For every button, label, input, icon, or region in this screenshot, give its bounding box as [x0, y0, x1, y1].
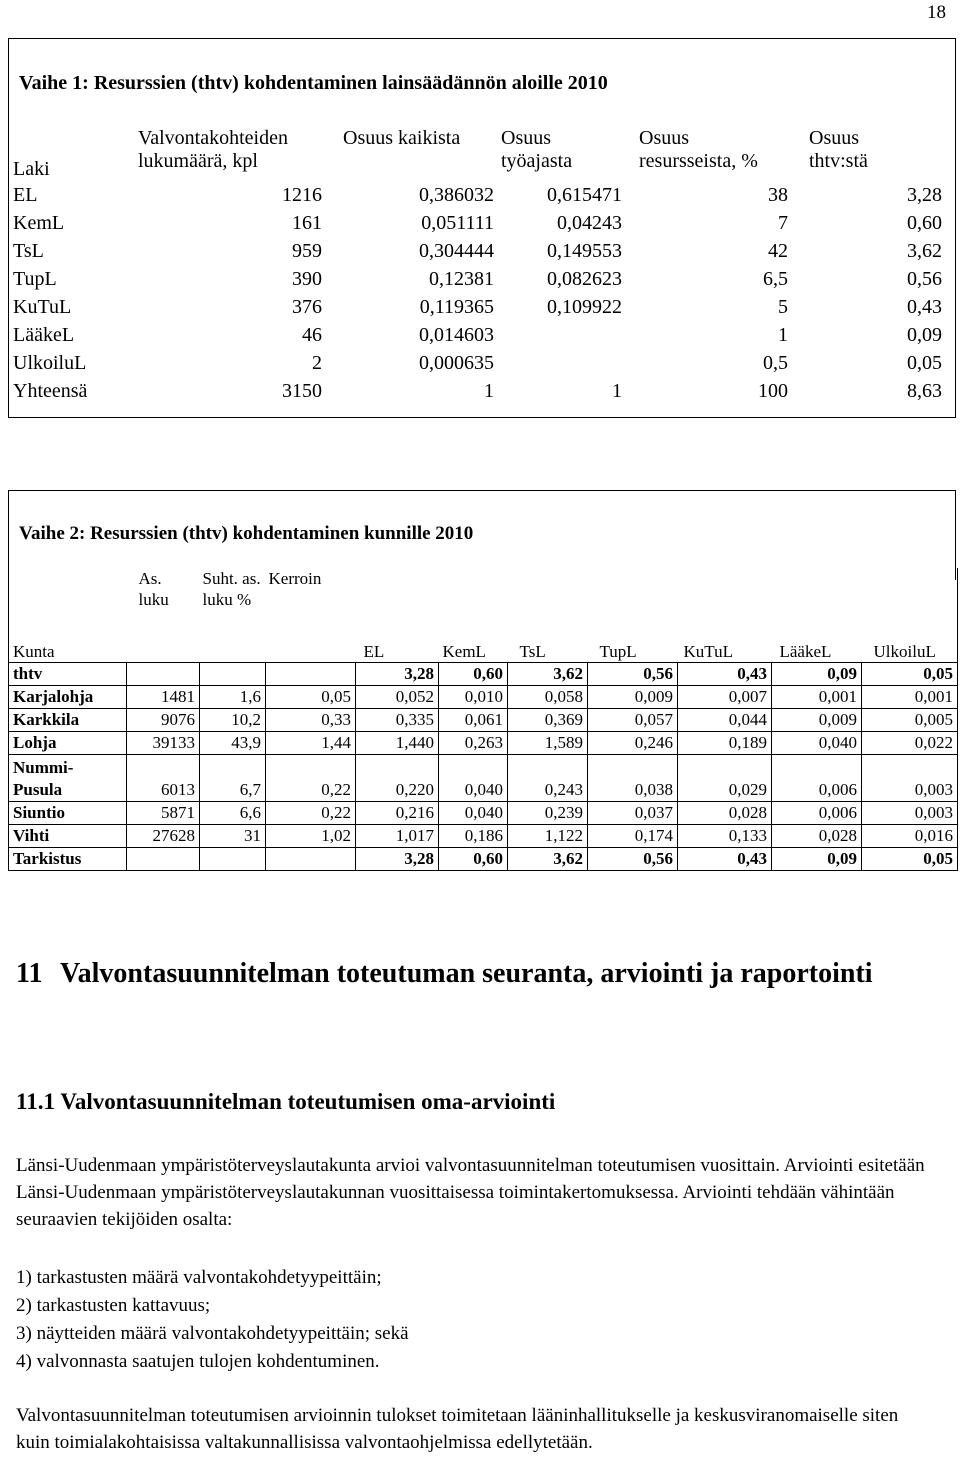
table-cell: 0,216 [356, 802, 439, 825]
table-cell: 0,007 [678, 686, 772, 709]
table-cell: 42 [768, 239, 788, 262]
table-row [10, 321, 945, 349]
table2-header-kunta: Kunta [9, 568, 127, 663]
table-cell: 0,016 [862, 825, 958, 848]
table-cell: 1,440 [356, 732, 439, 755]
table-cell: 0,186 [439, 825, 508, 848]
table-cell: 0,037 [588, 802, 678, 825]
table-cell: 0,119365 [419, 295, 494, 318]
table-cell: 31 [200, 825, 266, 848]
table2-header-kutul: KuTuL [683, 642, 733, 661]
table-cell: 0,009 [588, 686, 678, 709]
table-cell: 8,63 [907, 379, 942, 402]
table-row [9, 802, 958, 825]
table-cell: 27628 [127, 825, 200, 848]
table2-tarkistus-row [9, 848, 958, 871]
table-cell: 1481 [127, 686, 200, 709]
table-cell: 6,6 [200, 802, 266, 825]
table2-header-as-luku: As. luku [138, 569, 169, 609]
table-cell: 0,56 [588, 663, 678, 686]
table-cell: 0,304444 [419, 239, 494, 262]
paragraph-2: Valvontasuunnitelman toteutumisen arvioinnin tulokset toimitetaan lääninhallitukselle ja keskusviranomaiselle siten kuin toimialakohtaisissa valtakunnallisissa valvontaohjelmissa edellytetään. [16, 1405, 899, 1453]
table-cell: 0,040 [439, 755, 508, 802]
table-cell: 0,149553 [547, 239, 622, 262]
table-cell: 0,04243 [557, 211, 622, 234]
table-cell: 0,386032 [419, 183, 494, 206]
table-cell: 0,05 [266, 686, 356, 709]
table1-header-count-line1: Valvontakohteiden [138, 127, 288, 149]
table-cell: 0,189 [678, 732, 772, 755]
table-cell: 0,09 [907, 323, 942, 346]
table-cell: 3,28 [907, 183, 942, 206]
table-cell: 0,43 [678, 848, 772, 871]
table1-header-work-line2: työajasta [501, 150, 573, 172]
table-cell [127, 848, 200, 871]
table-cell: 1,02 [266, 825, 356, 848]
table-cell: TupL [13, 267, 57, 290]
table-row [9, 686, 958, 709]
table-cell: 0,43 [678, 663, 772, 686]
table-cell: 0,038 [588, 755, 678, 802]
table-cell [200, 663, 266, 686]
table1-header-res-line1: Osuus [639, 127, 690, 149]
table-cell: 390 [292, 267, 322, 290]
table1-header-share-thtv [791, 125, 945, 181]
table-cell: 3,28 [356, 663, 439, 686]
table-cell: 0,09 [772, 663, 862, 686]
table2 [8, 568, 958, 871]
table-cell: 38 [768, 183, 788, 206]
table-cell: 6013 [127, 755, 200, 802]
table-cell: 376 [292, 295, 322, 318]
table-cell: 0,05 [862, 848, 958, 871]
table1-header-row [10, 125, 945, 181]
table-cell: 10,2 [200, 709, 266, 732]
table-cell: 6,5 [763, 267, 788, 290]
table-cell: 1216 [282, 183, 322, 206]
table-cell: 0,040 [439, 802, 508, 825]
table1-header-share-resources [625, 125, 791, 181]
table2-header-el: EL [363, 642, 385, 661]
section-title: Valvontasuunnitelman toteutuman seuranta, arviointi ja raportointi [60, 958, 873, 989]
table-cell: 43,9 [200, 732, 266, 755]
table-cell: 39133 [127, 732, 200, 755]
table-cell: 2 [312, 351, 322, 374]
table-cell: 1,017 [356, 825, 439, 848]
table-cell: 0,09 [772, 848, 862, 871]
table-cell: 0,044 [678, 709, 772, 732]
table-cell: 0,005 [862, 709, 958, 732]
table1-header-count-line2: lukumäärä, kpl [138, 150, 258, 172]
table-cell: 3,62 [508, 663, 588, 686]
table1-header-work-line1: Osuus [501, 127, 552, 149]
table1-header-res-line2: resursseista, % [639, 150, 758, 172]
table-cell: 1,589 [508, 732, 588, 755]
table2-header-keml: KemL [442, 642, 486, 661]
table2-title: Vaihe 2: Resurssien (thtv) kohdentaminen kunnille 2010 [19, 523, 474, 544]
table-cell: 0,43 [907, 295, 942, 318]
table-cell: 0,615471 [547, 183, 622, 206]
list-item: 2) tarkastusten kattavuus; [16, 1295, 211, 1316]
table-cell: Lohja [9, 732, 127, 755]
table1-header-share-work [497, 125, 625, 181]
table-cell [497, 321, 625, 349]
table-cell: 1,6 [200, 686, 266, 709]
table-cell: Yhteensä [13, 379, 88, 402]
table-row [10, 293, 945, 321]
table1-header-share-all: Osuus kaikista [343, 127, 461, 149]
table2-header-suht-as-luku: Suht. as. luku % [202, 569, 261, 609]
table-cell: Karkkila [9, 709, 127, 732]
list-item: 4) valvonnasta saatujen tulojen kohdentuminen. [16, 1351, 380, 1372]
table-cell: KemL [13, 211, 65, 234]
table1-header-thtv-line2: thtv:stä [809, 150, 868, 172]
table-row [9, 825, 958, 848]
table-cell: 0,263 [439, 732, 508, 755]
table2-thtv-row [9, 663, 958, 686]
table-cell: 3,62 [907, 239, 942, 262]
table-cell: 0,061 [439, 709, 508, 732]
table-cell: 100 [758, 379, 788, 402]
table-cell [497, 349, 625, 377]
table-cell: 0,003 [862, 755, 958, 802]
table-cell: 959 [292, 239, 322, 262]
table-cell: 0,246 [588, 732, 678, 755]
table2-header-row [9, 568, 958, 663]
table-row [10, 181, 945, 209]
table-cell: 0,33 [266, 709, 356, 732]
table-cell: 0,133 [678, 825, 772, 848]
table-cell: 1,122 [508, 825, 588, 848]
table-row [10, 349, 945, 377]
table-cell: 0,05 [862, 663, 958, 686]
table2-header-tsl: TsL [519, 642, 546, 661]
table-cell: 0,60 [907, 211, 942, 234]
table-cell: 5871 [127, 802, 200, 825]
table-cell: 7 [778, 211, 788, 234]
table-row [10, 237, 945, 265]
table-row [10, 265, 945, 293]
table-cell: 6,7 [200, 755, 266, 802]
table-cell: Tarkistus [9, 848, 127, 871]
table-cell: 5 [778, 295, 788, 318]
table-cell [266, 663, 356, 686]
paragraph-1: Länsi-Uudenmaan ympäristöterveyslautakunta arvioi valvontasuunnitelman toteutumisen vuosittain. Arviointi esitetään Länsi-Uudenmaan ympäristöterveyslautakunnan vuosittaisessa toimintakertomuksessa. Arviointi tehdään vähintään seuraavien tekijöiden osalta: [16, 1155, 925, 1230]
table-cell: 0,006 [772, 802, 862, 825]
section-number: 11 [16, 958, 43, 989]
table2-frame [8, 490, 956, 580]
table-row [9, 755, 958, 802]
table-cell: 0,006 [772, 755, 862, 802]
table-cell: 0,109922 [547, 295, 622, 318]
table-cell: thtv [9, 663, 127, 686]
table-row [9, 709, 958, 732]
table-cell [200, 848, 266, 871]
table-cell: UlkoiluL [13, 351, 87, 374]
table-cell: 0,369 [508, 709, 588, 732]
table-cell: 0,22 [266, 802, 356, 825]
table-cell: KuTuL [13, 295, 72, 318]
table-cell: 0,56 [588, 848, 678, 871]
table-cell: LääkeL [13, 323, 75, 346]
table-cell: 3,62 [508, 848, 588, 871]
table-cell: 3,28 [356, 848, 439, 871]
table-cell: 0,243 [508, 755, 588, 802]
page-number: 18 [927, 2, 946, 23]
table-cell: 161 [292, 211, 322, 234]
table1-title: Vaihe 1: Resurssien (thtv) kohdentaminen lainsäädännön aloille 2010 [19, 72, 608, 94]
table-cell: 0,082623 [547, 267, 622, 290]
criteria-list [16, 1264, 409, 1376]
table-row [9, 732, 958, 755]
table-cell: 46 [302, 323, 322, 346]
table1-header-count [125, 125, 325, 181]
table2-header-tupl: TupL [599, 642, 637, 661]
table-cell: 0,335 [356, 709, 439, 732]
list-item: 3) näytteiden määrä valvontakohdetyypeittäin; sekä [16, 1323, 409, 1344]
list-item: 1) tarkastusten määrä valvontakohdetyypeittäin; [16, 1267, 382, 1288]
table-cell: 1 [612, 379, 622, 402]
table-cell: 1 [484, 379, 494, 402]
table-cell: 0,010 [439, 686, 508, 709]
table-cell: 0,000635 [419, 351, 494, 374]
table-cell: Nummi-Pusula [9, 755, 127, 802]
table-cell: 0,028 [678, 802, 772, 825]
table2-header-kerroin: Kerroin [268, 569, 322, 588]
section-heading [16, 955, 916, 993]
table-cell: 0,174 [588, 825, 678, 848]
table-cell: 0,057 [588, 709, 678, 732]
table-cell [266, 848, 356, 871]
table-cell: 0,022 [862, 732, 958, 755]
table-cell: 1,44 [266, 732, 356, 755]
table1-header-laki: Laki [13, 158, 50, 180]
table-cell: 0,029 [678, 755, 772, 802]
table-row [10, 377, 945, 405]
table-cell: 9076 [127, 709, 200, 732]
table-cell: 0,220 [356, 755, 439, 802]
table-cell: 0,009 [772, 709, 862, 732]
table-row [10, 209, 945, 237]
table2-header-laakel: LääkeL [779, 642, 832, 661]
table-cell: 0,058 [508, 686, 588, 709]
table-cell: 0,22 [266, 755, 356, 802]
table-cell: Siuntio [9, 802, 127, 825]
table-cell: TsL [13, 239, 44, 262]
table-cell: Karjalohja [9, 686, 127, 709]
table1-header-thtv-line1: Osuus [809, 127, 860, 149]
table-cell: 3150 [282, 379, 322, 402]
table-cell: 0,014603 [419, 323, 494, 346]
table-cell: 0,05 [907, 351, 942, 374]
table-cell: Vihti [9, 825, 127, 848]
table-cell: 0,56 [907, 267, 942, 290]
table-cell: 0,60 [439, 663, 508, 686]
table-cell: 0,001 [862, 686, 958, 709]
table-cell: 0,60 [439, 848, 508, 871]
table1 [10, 125, 945, 405]
table-cell: 0,052 [356, 686, 439, 709]
table2-header-ulkoilul: UlkoiluL [862, 568, 958, 663]
table-cell: 0,12381 [429, 267, 494, 290]
table-cell: 0,239 [508, 802, 588, 825]
subsection-heading: 11.1 Valvontasuunnitelman toteutumisen oma-arviointi [16, 1089, 556, 1114]
table-cell: 0,5 [763, 351, 788, 374]
table-cell: 0,028 [772, 825, 862, 848]
table-cell [127, 663, 200, 686]
table-cell: 0,040 [772, 732, 862, 755]
table-cell: 0,003 [862, 802, 958, 825]
table-cell: 0,001 [772, 686, 862, 709]
table-cell: EL [13, 183, 38, 206]
table-cell: 1 [778, 323, 788, 346]
table-cell: 0,051111 [421, 211, 494, 234]
